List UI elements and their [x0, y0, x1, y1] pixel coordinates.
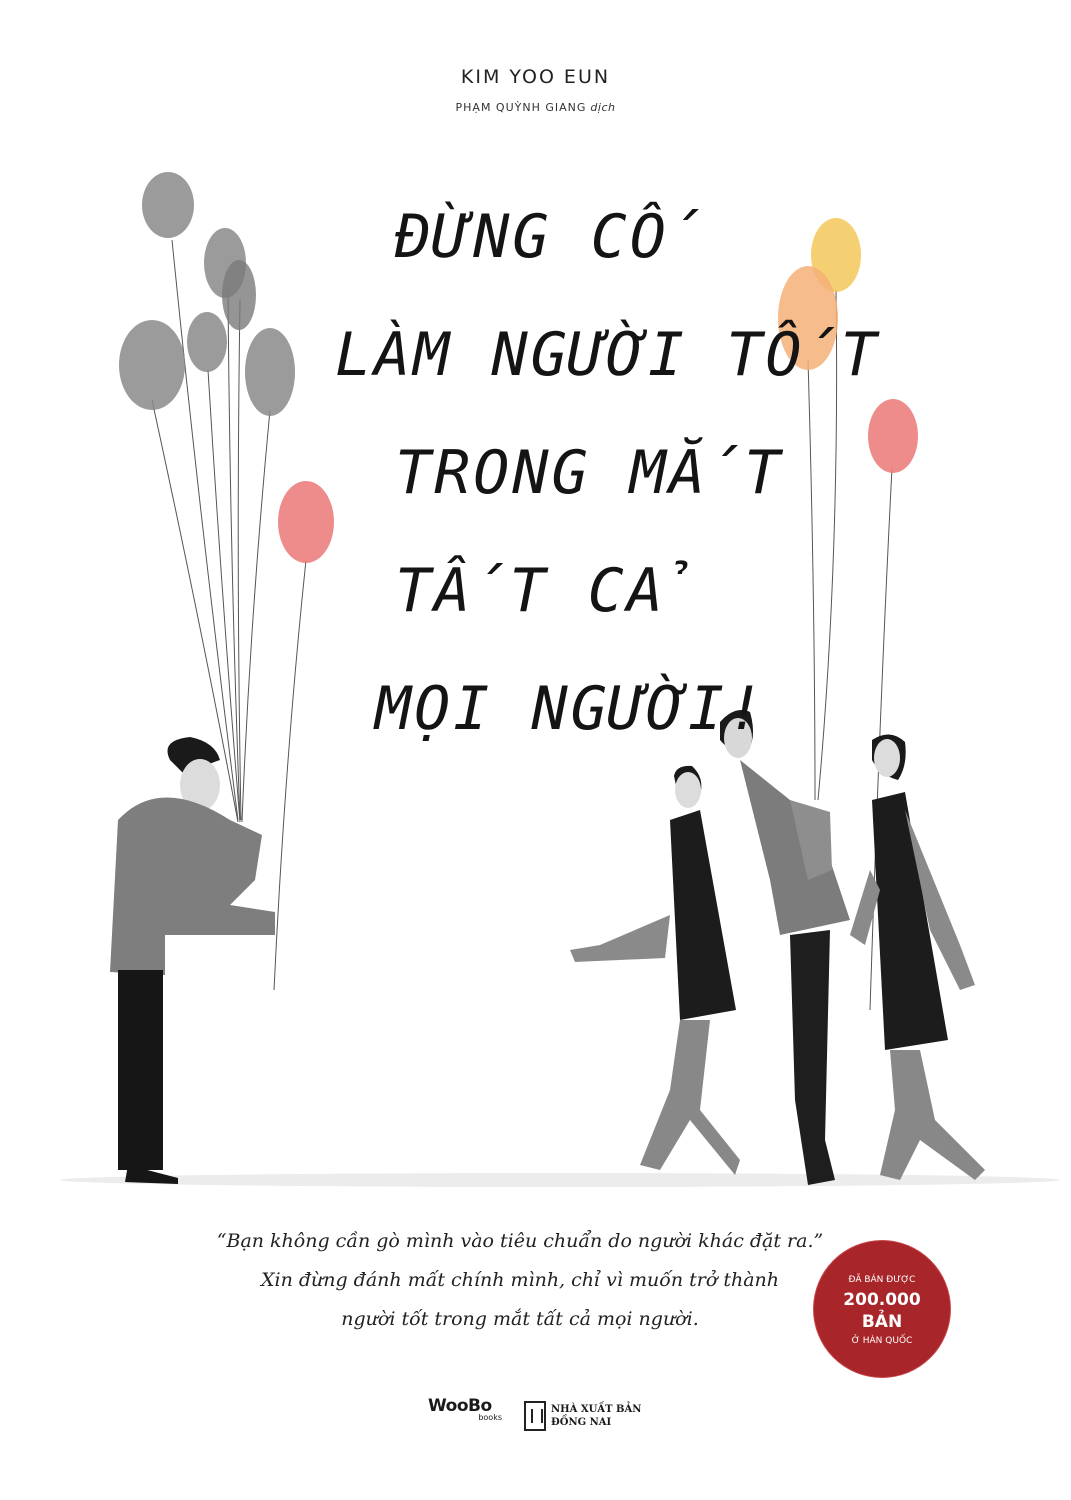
quote-line: Xin đừng đánh mất chính mình, chỉ vì muốn trở thành	[260, 1269, 780, 1291]
title-line: TRONG MẮT	[395, 438, 784, 508]
quote-line: người tốt trong mắt tất cả mọi người.	[341, 1308, 699, 1330]
cover-quote	[190, 1222, 850, 1339]
title-line: TẤT CẢ	[395, 556, 702, 626]
figure-left	[110, 737, 275, 1184]
ground-shadow	[60, 1173, 1060, 1187]
balloon-gray	[142, 172, 194, 238]
imprint-name: WooBo	[428, 1396, 492, 1416]
balloon-gray	[245, 328, 295, 416]
sales-seal-badge	[818, 1245, 946, 1373]
figures-right	[570, 710, 985, 1185]
publisher-line: ĐỒNG NAI	[551, 1417, 612, 1428]
publisher-emblem-icon	[524, 1401, 546, 1431]
publisher-logo	[524, 1398, 641, 1434]
translator-name: PHẠM QUỲNH GIANG	[455, 101, 587, 114]
title-line: MỌI NGƯỜI!	[375, 674, 767, 744]
author-name: KIM YOO EUN	[460, 66, 611, 88]
translator-role: dịch	[590, 101, 616, 114]
imprint-logo	[428, 1396, 510, 1434]
seal-unit: BẢN	[861, 1312, 903, 1332]
imprint-sub: books	[478, 1413, 502, 1422]
quote-line: “Bạn không cần gò mình vào tiêu chuẩn do người khác đặt ra.”	[216, 1230, 824, 1252]
translator-credit	[0, 101, 1071, 114]
balloon-gray	[222, 260, 256, 330]
book-title	[300, 178, 880, 768]
balloon-red	[868, 399, 918, 473]
seal-line: Ở HÀN QUỐC	[851, 1336, 913, 1346]
seal-line: ĐÃ BÁN ĐƯỢC	[848, 1275, 916, 1285]
publisher-line: NHÀ XUẤT BẢN	[551, 1404, 642, 1415]
balloon-gray	[119, 320, 185, 410]
title-line: LÀM NGƯỜI TỐT	[335, 320, 880, 390]
title-line: ĐỪNG CỐ	[395, 202, 705, 272]
balloon-gray	[187, 312, 227, 372]
seal-count: 200.000	[843, 1290, 921, 1310]
